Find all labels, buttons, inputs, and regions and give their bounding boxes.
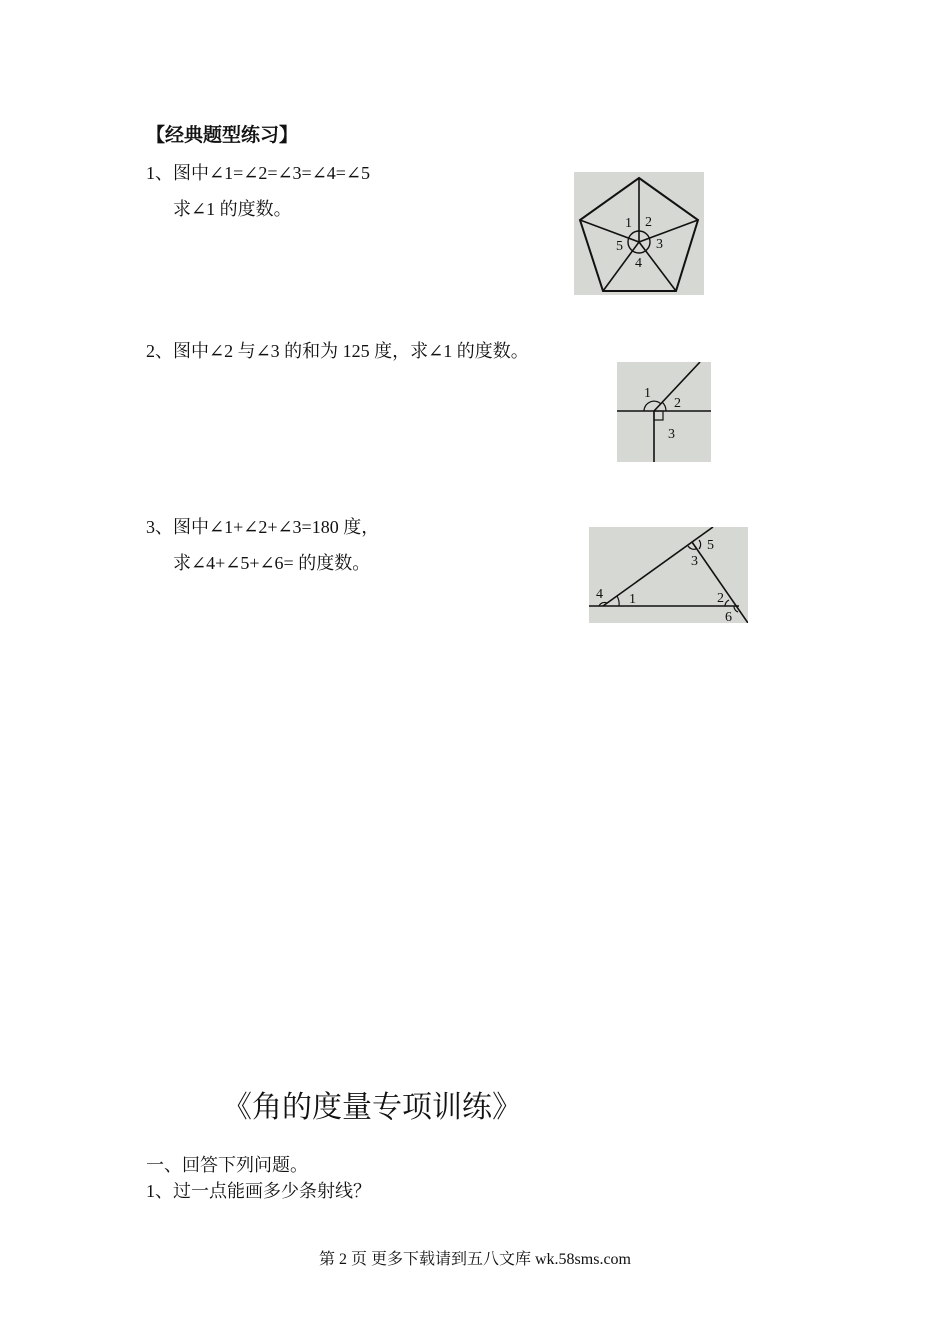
section-heading: 【经典题型练习】 <box>146 125 299 146</box>
question-1: 1、过一点能画多少条射线？ <box>146 1181 371 1201</box>
problem-2-line-1: 2、图中∠2 与∠3 的和为 125 度，求∠1 的度数。 <box>146 341 529 361</box>
triangle-label-5: 5 <box>707 538 714 553</box>
cross-label-2: 2 <box>674 396 681 411</box>
problem-1-line-2: 求∠1 的度数。 <box>173 199 292 219</box>
pentagon-figure <box>574 172 704 295</box>
page-title: 《角的度量专项训练》 <box>222 1090 522 1125</box>
triangle-label-3: 3 <box>691 554 698 569</box>
pentagon-label-5: 5 <box>616 239 623 254</box>
pentagon-label-1: 1 <box>625 216 632 231</box>
triangle-label-1: 1 <box>629 592 636 607</box>
triangle-label-6: 6 <box>725 610 732 623</box>
triangle-figure <box>589 527 748 623</box>
problem-1-line-1: 1、图中∠1=∠2=∠3=∠4=∠5 <box>146 163 371 183</box>
part-heading: 一、回答下列问题。 <box>146 1155 308 1175</box>
cross-label-3: 3 <box>668 427 675 442</box>
problem-3-line-1: 3、图中∠1+∠2+∠3=180 度， <box>146 517 380 537</box>
problem-3-line-2: 求∠4+∠5+∠6= 的度数。 <box>173 553 371 573</box>
pentagon-label-3: 3 <box>656 237 663 252</box>
triangle-label-4: 4 <box>596 587 603 602</box>
triangle-label-2: 2 <box>717 591 724 606</box>
pentagon-label-4: 4 <box>635 256 642 271</box>
page-footer: 第 2 页 更多下载请到五八文库 wk.58sms.com <box>318 1251 631 1268</box>
cross-label-1: 1 <box>644 386 651 401</box>
cross-figure <box>617 362 711 462</box>
pentagon-label-2: 2 <box>645 215 652 230</box>
